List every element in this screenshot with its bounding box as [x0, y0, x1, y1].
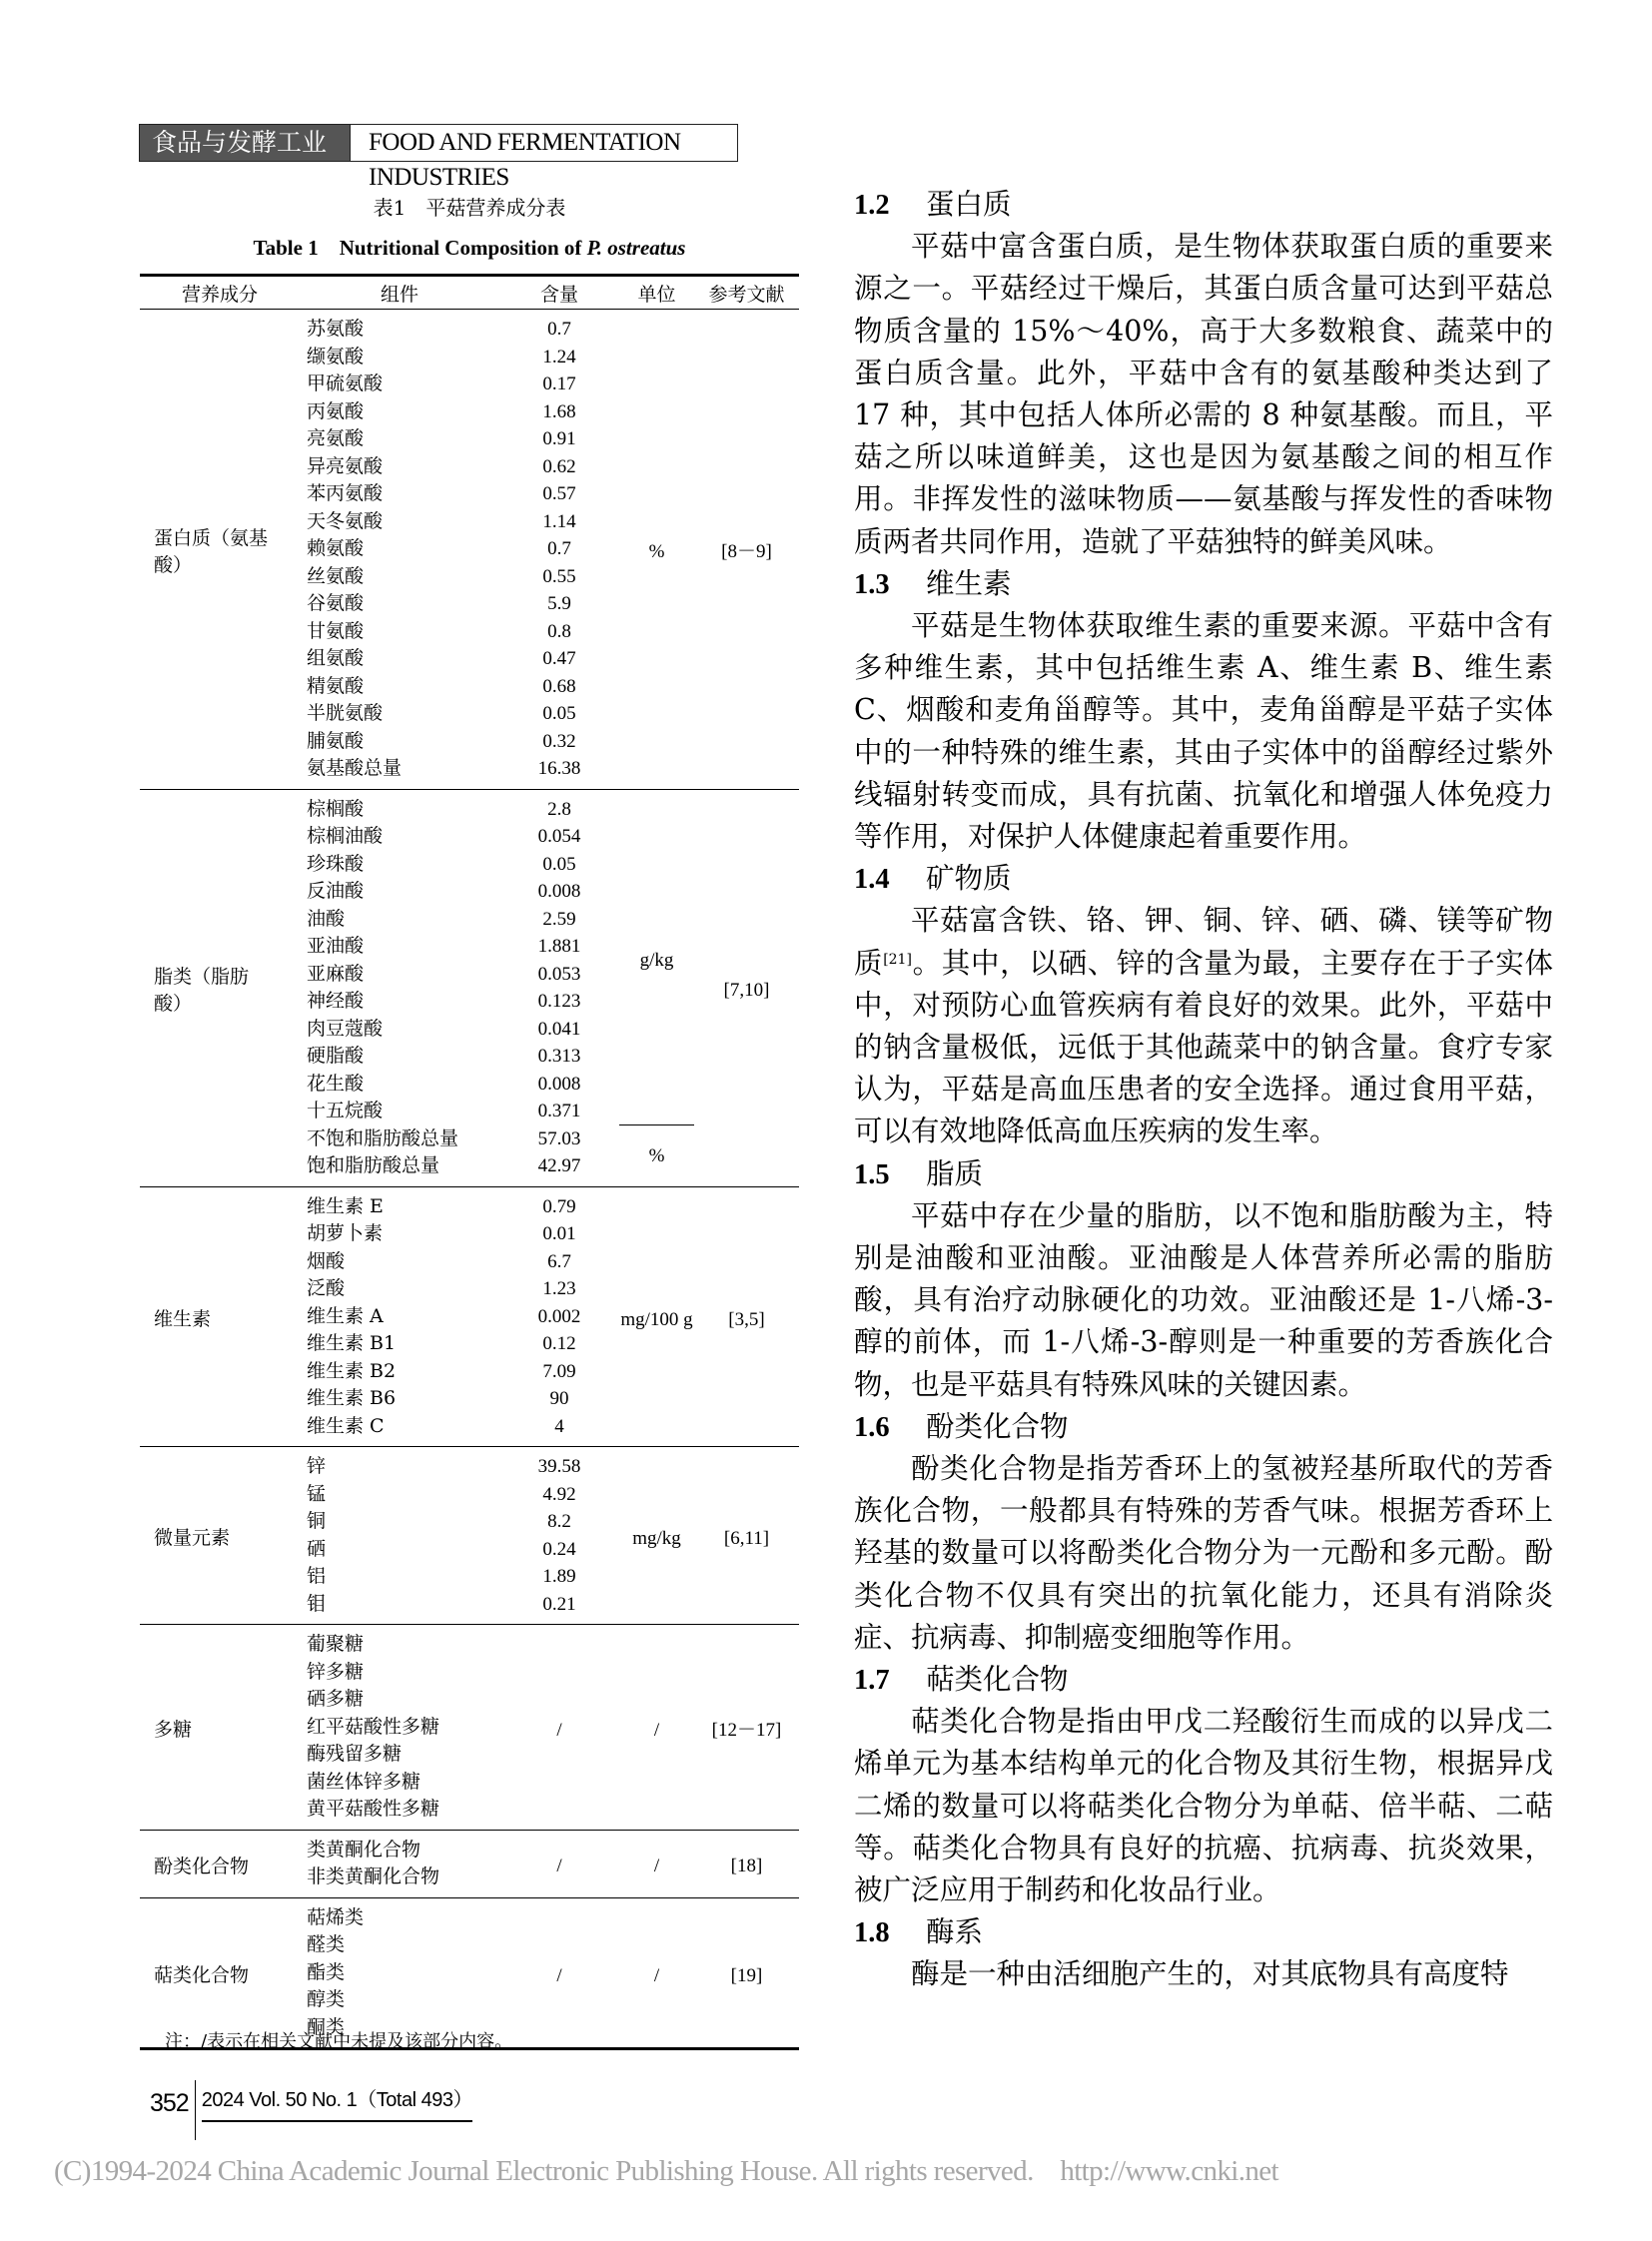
table-row	[140, 1830, 799, 1864]
component-cell: 神经酸	[307, 990, 365, 1012]
section-number: 1.3	[854, 568, 890, 600]
section-1-2	[854, 184, 1553, 563]
content-cell: 57.03	[537, 1127, 581, 1149]
content-cell: 16.38	[499, 755, 619, 789]
component-cell: 甘氨酸	[307, 619, 365, 642]
content-cell: 0.7	[547, 538, 571, 559]
component-cell: 醛类	[307, 1933, 346, 1955]
paragraph-text: 酶是一种由活细胞产生的，对其底物具有高度特	[911, 1957, 1509, 1991]
content-cell: /	[499, 1830, 619, 1897]
paragraph-text: 酚类化合物是指芳香环上的氢被羟基所取代的芳香族化合物，一般都具有特殊的芳香气味。根据芳香环上羟基的数量可以将酚类化合物分为一元酚和多元酚。酚类化合物不仅具有突出的抗氧化能力，还具有消除炎症、抗病毒、抑制癌变细胞等作用。	[854, 1452, 1553, 1654]
content-cell: 1.89	[542, 1566, 576, 1587]
unit-cell: %	[619, 1125, 694, 1187]
content-cell: 0.55	[542, 565, 576, 587]
content-cell: 0.371	[537, 1101, 581, 1121]
content-cell: 4.92	[542, 1483, 576, 1505]
section-heading	[854, 1911, 1553, 1953]
content-cell: /	[499, 1625, 619, 1831]
body-text-column	[854, 184, 1553, 1996]
paragraph-text: 平菇中存在少量的脂肪，以不饱和脂肪酸为主，特别是油酸和亚油酸。亚油酸是人体营养所必需的脂肪酸，具有治疗动脉硬化的功效。亚油酸还是 1-八烯-3-醇的前体，而 1-八烯-3-醇则是一种重要的芳香族化合物，也是平菇具有特殊风味的关键因素。	[854, 1198, 1553, 1401]
content-cell: 1.24	[542, 346, 576, 368]
component-cell: 维生素 A	[307, 1304, 384, 1327]
component-cell: 硬脂酸	[307, 1045, 365, 1067]
table-caption-en	[140, 232, 799, 262]
content-cell: 0.32	[542, 730, 576, 752]
section-number: 1.4	[854, 864, 890, 896]
component-cell: 烟酸	[307, 1249, 346, 1272]
component-cell: 丝氨酸	[307, 564, 365, 587]
section-title: 酚类化合物	[926, 1409, 1069, 1443]
component-cell: 酯类	[307, 1960, 346, 1983]
reference-cell: [7,10]	[694, 789, 799, 1186]
component-cell: 甲硫氨酸	[307, 373, 384, 394]
component-cell: 赖氨酸	[307, 537, 365, 559]
component-cell: 谷氨酸	[307, 592, 365, 614]
content-cell: 1.881	[537, 936, 581, 957]
section-1-7	[854, 1659, 1553, 1911]
content-cell: 1.23	[542, 1278, 576, 1299]
table-body	[140, 310, 799, 2049]
component-cell: 铜	[307, 1510, 327, 1532]
component-cell: 油酸	[307, 907, 346, 930]
component-cell: 锰	[307, 1482, 327, 1505]
unit-cell: /	[619, 1897, 694, 2049]
content-cell: 39.58	[537, 1456, 581, 1477]
section-paragraph	[854, 1701, 1553, 1911]
content-cell: 0.053	[537, 963, 581, 985]
section-1-5	[854, 1153, 1553, 1406]
component-cell: 半胱氨酸	[307, 702, 384, 724]
journal-name-cn: 食品与发酵工业	[140, 125, 350, 161]
content-cell: 0.68	[542, 675, 576, 697]
section-number: 1.8	[854, 1917, 890, 1949]
content-cell: 0.12	[542, 1333, 576, 1354]
content-cell: 1.68	[542, 400, 576, 422]
component-cell: 锌	[307, 1455, 327, 1477]
section-title: 蛋白质	[926, 188, 1012, 221]
section-heading	[854, 1153, 1553, 1195]
col-header-category: 营养成分	[140, 276, 300, 310]
citation-superscript: [21]	[883, 951, 912, 968]
component-cell: 天冬氨酸	[307, 509, 384, 532]
component-cell: 反油酸	[307, 880, 365, 902]
category-cell: 多糖	[140, 1625, 300, 1831]
content-cell: 0.008	[537, 1073, 581, 1095]
content-cell: /	[499, 1897, 619, 2049]
col-header-content: 含量	[499, 276, 619, 310]
table-row	[140, 310, 799, 344]
content-cell: 0.008	[537, 881, 581, 902]
issue-info: 2024 Vol. 50 No. 1（Total 493）	[202, 2080, 472, 2122]
content-cell: 2.59	[542, 908, 576, 930]
content-cell: 0.123	[537, 991, 581, 1012]
col-header-reference: 参考文献	[694, 276, 799, 310]
component-cell: 十五烷酸	[307, 1100, 384, 1121]
component-cell: 硒	[307, 1537, 327, 1560]
category-cell: 酚类化合物	[140, 1830, 300, 1897]
content-cell: 0.7	[547, 319, 571, 340]
component-cell: 泛酸	[307, 1277, 346, 1299]
section-title: 酶系	[926, 1915, 984, 1949]
col-header-unit: 单位	[619, 276, 694, 310]
component-cell: 珍珠酸	[307, 852, 365, 875]
component-cell: 缬氨酸	[307, 345, 365, 368]
journal-header	[139, 124, 738, 191]
table-note: 注：/表示在相关文献中未提及该部分内容。	[165, 2031, 513, 2052]
section-paragraph	[854, 900, 1553, 1152]
content-cell: 6.7	[547, 1250, 571, 1272]
component-cell: 萜烯类	[307, 1905, 365, 1928]
table-row	[140, 1625, 799, 1659]
unit-cell: mg/100 g	[619, 1186, 694, 1447]
content-cell: 1.14	[542, 510, 576, 532]
component-cell: 醇类	[307, 1988, 346, 2010]
paragraph-text: 平菇是生物体获取维生素的重要来源。平菇中含有多种维生素，其中包括维生素 A、维生素 B、维生素 C、烟酸和麦角甾醇等。其中，麦角甾醇是平菇子实体中的一种特殊的维生素，其由子实体中的甾醇经过紫外线辐射转变而成，具有抗菌、抗氧化和增强人体免疫力等作用，对保护人体健康起着重要作用。	[854, 609, 1553, 854]
component-cell: 类黄酮化合物	[307, 1838, 421, 1861]
component-cell: 红平菇酸性多糖	[307, 1715, 440, 1738]
section-title: 维生素	[926, 566, 1012, 600]
content-cell: 0.17	[542, 374, 576, 394]
content-cell: 0.05	[542, 853, 576, 875]
section-number: 1.2	[854, 190, 890, 221]
component-cell: 亚麻酸	[307, 962, 365, 985]
page-footer	[150, 2080, 472, 2140]
content-cell: 0.79	[542, 1195, 576, 1217]
unit-cell: g/kg	[619, 789, 694, 1125]
reference-cell: [18]	[694, 1830, 799, 1897]
section-heading	[854, 184, 1553, 226]
content-cell: 90	[549, 1388, 569, 1409]
component-cell: 亮氨酸	[307, 427, 365, 449]
table-row	[140, 1897, 799, 1931]
table-header-row	[140, 276, 799, 310]
content-cell: 0.62	[542, 455, 576, 477]
component-cell: 黄平菇酸性多糖	[300, 1796, 499, 1830]
section-paragraph	[854, 1953, 1553, 1995]
content-cell: 2.8	[547, 798, 571, 820]
section-number: 1.6	[854, 1411, 890, 1443]
component-cell: 亚油酸	[307, 935, 365, 957]
content-cell: 42.97	[499, 1152, 619, 1186]
content-cell: 0.57	[542, 483, 576, 504]
unit-cell: /	[619, 1830, 694, 1897]
paragraph-text: 平菇富含铁、铬、钾、铜、锌、硒、磷、镁等矿物质	[854, 904, 1553, 980]
content-cell: 0.8	[547, 620, 571, 642]
paragraph-text: 。其中，以硒、锌的含量为最，主要存在于子实体中，对预防心血管疾病有着良好的效果。此外，平菇中的钠含量极低，远低于其他蔬菜中的钠含量。食疗专家认为，平菇是高血压患者的安全选择。通过食用平菇，可以有效地降低高血压疾病的发生率。	[854, 946, 1553, 1148]
reference-cell: [3,5]	[694, 1186, 799, 1447]
component-cell: 维生素 B2	[307, 1359, 397, 1382]
section-heading	[854, 1406, 1553, 1448]
journal-name-en: FOOD AND FERMENTATION INDUSTRIES	[350, 125, 737, 161]
unit-cell: %	[619, 310, 694, 790]
content-cell: 0.054	[537, 826, 581, 847]
unit-cell: /	[619, 1625, 694, 1831]
section-paragraph	[854, 1195, 1553, 1406]
section-title: 萜类化合物	[926, 1663, 1069, 1697]
component-cell: 丙氨酸	[307, 399, 365, 422]
component-cell: 棕榈酸	[307, 797, 365, 820]
table-row	[140, 789, 799, 823]
component-cell: 酶残留多糖	[307, 1743, 403, 1765]
component-cell: 非类黄酮化合物	[300, 1864, 499, 1897]
component-cell: 不饱和脂肪酸总量	[307, 1126, 459, 1149]
component-cell: 脯氨酸	[307, 729, 365, 752]
category-cell: 脂类（脂肪酸）	[140, 789, 300, 1186]
content-cell: 5.9	[547, 593, 571, 614]
page-number: 352	[150, 2080, 196, 2140]
content-cell: 0.24	[542, 1538, 576, 1560]
section-1-8	[854, 1911, 1553, 1995]
table-row	[140, 1186, 799, 1220]
category-cell: 蛋白质（氨基酸）	[140, 310, 300, 790]
category-cell: 微量元素	[140, 1447, 300, 1625]
reference-cell: [6,11]	[694, 1447, 799, 1625]
table-caption-cn: 表1 平菇营养成分表	[373, 196, 566, 220]
component-cell: 氨基酸总量	[300, 755, 499, 789]
section-paragraph	[854, 605, 1553, 858]
component-cell: 硒多糖	[307, 1688, 365, 1710]
section-title: 脂质	[926, 1156, 984, 1190]
component-cell: 异亮氨酸	[307, 454, 384, 477]
section-title: 矿物质	[926, 862, 1012, 896]
section-paragraph	[854, 1448, 1553, 1659]
nutrition-table	[140, 274, 799, 2050]
content-cell: 0.21	[499, 1591, 619, 1625]
paragraph-text: 萜类化合物是指由甲戊二羟酸衍生而成的以异戊二烯单元为基本结构单元的化合物及其衍生物，根据异戊二烯的数量可以将萜类化合物分为单萜、倍半萜、二萜等。萜类化合物具有良好的抗癌、抗病毒、抗炎效果，被广泛应用于制药和化妆品行业。	[854, 1705, 1553, 1907]
reference-cell: [8－9]	[694, 310, 799, 790]
component-cell: 铝	[307, 1565, 327, 1587]
component-cell: 苏氨酸	[307, 318, 365, 340]
category-cell: 萜类化合物	[140, 1897, 300, 2049]
content-cell: 0.91	[542, 428, 576, 449]
content-cell: 7.09	[542, 1360, 576, 1382]
section-number: 1.7	[854, 1665, 890, 1697]
component-cell: 胡萝卜素	[307, 1222, 384, 1244]
content-cell: 0.05	[542, 703, 576, 724]
component-cell: 棕榈油酸	[307, 825, 384, 847]
component-cell: 苯丙氨酸	[307, 482, 384, 504]
table-row	[140, 1447, 799, 1481]
section-number: 1.5	[854, 1158, 890, 1190]
copyright-watermark: (C)1994-2024 China Academic Journal Electronic Publishing House. All rights reserved. http://www.cnki.net	[54, 2155, 1279, 2187]
section-1-3	[854, 563, 1553, 858]
component-cell: 维生素 B1	[307, 1332, 397, 1354]
col-header-component: 组件	[300, 276, 499, 310]
table-caption-species: P. ostreatus	[586, 236, 686, 260]
section-1-4	[854, 858, 1553, 1152]
section-1-6	[854, 1406, 1553, 1659]
content-cell: 8.2	[547, 1511, 571, 1532]
component-cell: 酮类	[300, 2014, 499, 2049]
reference-cell: [12－17]	[694, 1625, 799, 1831]
content-cell: 0.313	[537, 1046, 581, 1067]
section-paragraph	[854, 226, 1553, 563]
reference-cell: [19]	[694, 1897, 799, 2049]
component-cell: 维生素 B6	[307, 1387, 397, 1409]
paragraph-text: 平菇中富含蛋白质，是生物体获取蛋白质的重要来源之一。平菇经过干燥后，其蛋白质含量可达到平菇总物质含量的 15%～40%，高于大多数粮食、蔬菜中的蛋白质含量。此外，平菇中含有的氨基酸种类达到了 17 种，其中包括人体所必需的 8 种氨基酸。而且，平菇之所以味道鲜美，这也是因为氨基酸之间的相互作用。非挥发性的滋味物质——氨基酸与挥发性的香味物质两者共同作用，造就了平菇独特的鲜美风味。	[854, 230, 1553, 558]
unit-cell: mg/kg	[619, 1447, 694, 1625]
content-cell: 0.002	[537, 1305, 581, 1327]
component-cell: 葡聚糖	[307, 1633, 365, 1655]
content-cell: 0.041	[537, 1018, 581, 1040]
section-heading	[854, 1659, 1553, 1701]
component-cell: 精氨酸	[307, 674, 365, 697]
category-cell: 维生素	[140, 1186, 300, 1447]
component-cell: 维生素 E	[307, 1194, 384, 1217]
table-caption-en-prefix: Table 1 Nutritional Composition of	[253, 236, 587, 260]
section-heading	[854, 563, 1553, 605]
content-cell: 0.47	[542, 648, 576, 669]
component-cell: 组氨酸	[307, 647, 365, 669]
content-cell: 4	[499, 1413, 619, 1447]
component-cell: 花生酸	[307, 1072, 365, 1095]
section-heading	[854, 858, 1553, 900]
component-cell: 肉豆蔻酸	[307, 1017, 384, 1040]
component-cell: 钼	[300, 1591, 499, 1625]
component-cell: 饱和脂肪酸总量	[300, 1152, 499, 1186]
component-cell: 维生素 C	[300, 1413, 499, 1447]
content-cell: 0.01	[542, 1223, 576, 1244]
component-cell: 锌多糖	[307, 1660, 365, 1683]
component-cell: 菌丝体锌多糖	[307, 1770, 421, 1793]
